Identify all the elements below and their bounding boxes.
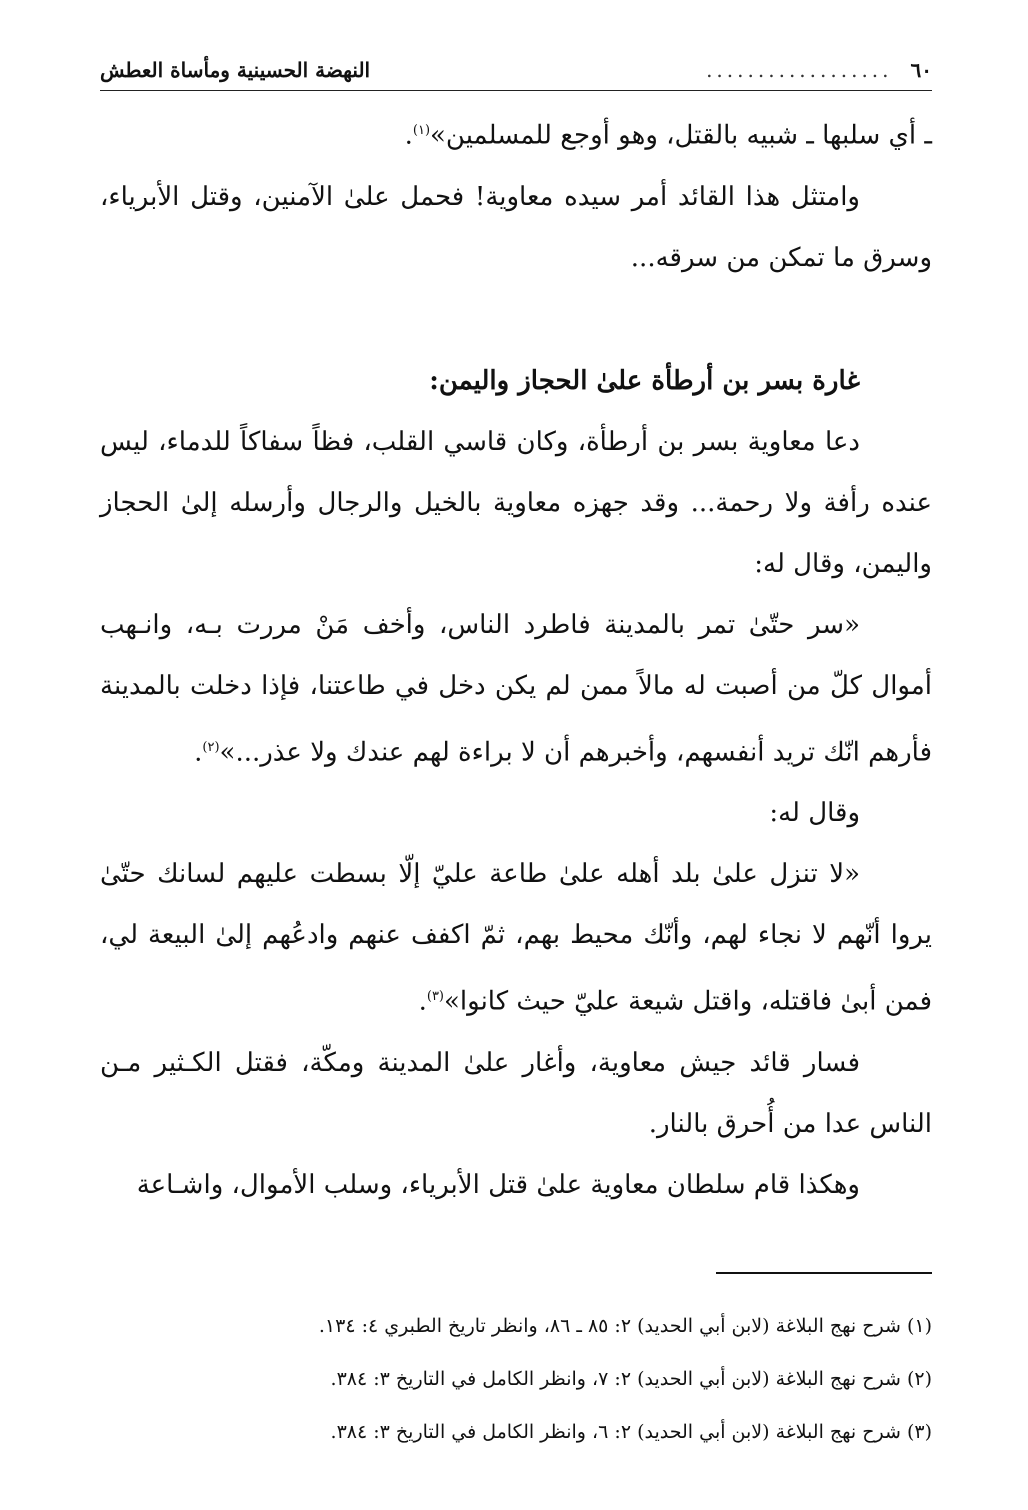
paragraph-1-end: .: [404, 120, 413, 151]
paragraph-5: وقال له:: [769, 798, 860, 829]
paragraph-3: دعا معاوية بسر بن أرطأة، وكان قاسي القلب، فظاً سفاكاً للدماء، ليس عنده رأفة ولا رحمة... وقد جهزه معاوية بالخيل والرجال وأرسله إلىٰ الحجاز واليمن، وقال له:: [100, 426, 932, 579]
footnote-3: (٣) شرح نهج البلاغة (لابن أبي الحديد) ٢: ٦، وانظر الكامل في التاريخ ٣: ٣٨٤.: [330, 1421, 932, 1443]
main-text: [100, 100, 932, 1216]
footnote-ref-2: (٢): [202, 739, 220, 755]
footnote-ref-3: (٣): [426, 989, 444, 1005]
quote-1-end: .: [194, 737, 203, 768]
page-number: ٦٠: [910, 58, 932, 82]
quote-1-text: «سر حتّىٰ تمر بالمدينة فاطرد الناس، وأخف مَنْ مررت بـه، وانـهب أموال كلّ من أصبت له مالاً ممن لم يكن دخل في طاعتنا، فإذا دخلت بالمدينة فأرهم انّك تريد أنفسهم، وأخبرهم أن لا براءة لهم عندك ولا عذر...»: [100, 609, 932, 768]
quote-2-text: «لا تنزل علىٰ بلد أهله علىٰ طاعة عليّ إلّا بسطت عليهم لسانك حتّىٰ يروا أنّهم لا نجاء لهم، وأنّك محيط بهم، ثمّ اكفف عنهم وادعُهم إلىٰ البيعة لي، فمن أبىٰ فاقتله، واقتل شيعة عليّ حيث كانوا»: [100, 859, 933, 1017]
header-title: النهضة الحسينية ومأساة العطش: [100, 58, 371, 82]
footnote-1: (١) شرح نهج البلاغة (لابن أبي الحديد) ٢: ٨٥ ـ ٨٦، وانظر تاريخ الطبري ٤: ١٣٤.: [318, 1315, 932, 1337]
footnotes: [100, 1300, 932, 1459]
section-heading: غارة بسر بن أرطأة علىٰ الحجاز واليمن:: [429, 365, 860, 396]
paragraph-8: وهكذا قام سلطان معاوية علىٰ قتل الأبرياء، وسلب الأموال، واشـاعة: [136, 1169, 860, 1200]
footnote-ref-1: (١): [412, 123, 431, 138]
paragraph-1: [100, 100, 932, 167]
running-header: [100, 50, 932, 91]
quote-2-end: .: [418, 986, 427, 1017]
footnote-2: (٢) شرح نهج البلاغة (لابن أبي الحديد) ٢: ٧، وانظر الكامل في التاريخ ٣: ٣٨٤.: [330, 1368, 932, 1390]
quote-2: [100, 844, 932, 1033]
paragraph-7: فسار قائد جيش معاوية، وأغار علىٰ المدينة ومكّة، فقتل الكـثير مـن الناس عدا من أُحرق بالنار.: [100, 1047, 932, 1139]
footnote-separator: [716, 1272, 932, 1274]
paragraph-2: وامتثل هذا القائد أمر سيده معاوية! فحمل علىٰ الآمنين، وقتل الأبرياء، وسرق ما تمكن من سرقه...: [100, 181, 932, 273]
quote-1: [100, 595, 932, 784]
paragraph-1-text: ـ أي سلبها ـ شبيه بالقتل، وهو أوجع للمسلمين»: [430, 120, 932, 151]
header-dot-leader: ..................: [706, 58, 893, 82]
